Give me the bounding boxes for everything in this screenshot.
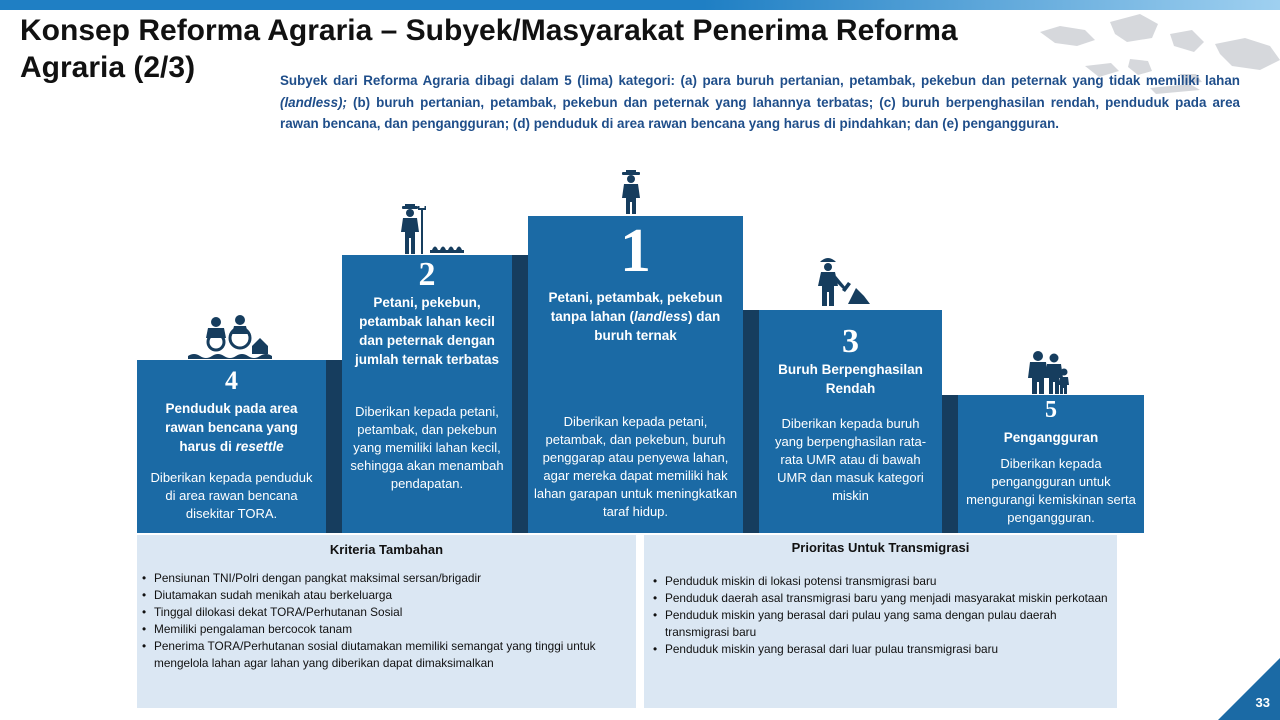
- podium-1-name-italic: landless: [633, 309, 689, 324]
- intro-paragraph: [280, 70, 1240, 135]
- podium-2-description: Diberikan kepada petani, petambak, dan pekebun yang memiliki lahan kecil, sehingga akan menambah pendapatan.: [350, 404, 504, 491]
- corner-accent: [1218, 658, 1280, 720]
- podium-2-number: 2: [418, 256, 436, 293]
- prioritas-transmigrasi-box: [644, 535, 1117, 708]
- list-item: • Penduduk miskin yang berasal dari luar pulau transmigrasi baru: [652, 641, 1112, 658]
- podium-1-name-text-a: Petani, petambak, pekebun tanpa lahan (: [548, 290, 723, 324]
- podium-2: [342, 255, 512, 533]
- podium-4: [137, 360, 326, 533]
- podium-4-description: Diberikan kepada penduduk di area rawan bencana disekitar TORA.: [150, 470, 313, 521]
- podium-1-name: [532, 288, 739, 345]
- podium-4-number: 4: [225, 366, 238, 395]
- farmer-with-pitchfork-icon: [392, 204, 464, 256]
- podium-3-name: Buruh Berpenghasilan Rendah: [778, 362, 923, 396]
- prioritas-transmigrasi-list: [652, 573, 1112, 658]
- podium-1-description: Diberikan kepada petani, petambak, dan pekebun, buruh penggarap atau penyewa lahan, agar mereka dapat memiliki hak lahan garapan untuk meningkatkan taraf hidup.: [533, 414, 738, 519]
- list-item: • Diutamakan sudah menikah atau berkeluarga: [141, 587, 631, 604]
- list-item: • Penduduk daerah asal transmigrasi baru yang menjadi masyarakat miskin perkotaan: [652, 590, 1112, 607]
- prioritas-transmigrasi-title: Prioritas Untuk Transmigrasi: [791, 540, 970, 555]
- podium-1-number: 1: [620, 217, 651, 285]
- podium-5-name: Pengangguran: [1003, 430, 1099, 445]
- flood-victims-icon: [184, 312, 280, 360]
- podium-shadow: [512, 255, 528, 533]
- podium-4-name-text: Penduduk pada area rawan bencana yang harus di: [165, 401, 298, 454]
- podium-3-description: Diberikan kepada buruh yang berpenghasilan rata-rata UMR atau di bawah UMR dan masuk kategori miskin: [774, 416, 927, 503]
- unemployed-family-icon: [1024, 350, 1072, 396]
- farmer-icon: [616, 170, 646, 216]
- kriteria-tambahan-list: [141, 570, 631, 672]
- laborer-icon: [812, 256, 872, 308]
- podium-3: [759, 310, 942, 533]
- podium-shadow: [743, 310, 759, 533]
- intro-landless: (landless);: [280, 94, 347, 110]
- intro-text-a: Subyek dari Reforma Agraria dibagi dalam 5 (lima) kategori: (a) para buruh pertanian, petambak, pekebun dan peternak yang tidak memiliki lahan: [280, 73, 1240, 88]
- list-item: • Pensiunan TNI/Polri dengan pangkat maksimal sersan/brigadir: [141, 570, 631, 587]
- intro-text-b: (b) buruh pertanian, petambak, pekebun dan peternak yang lahannya terbatas; (c) buruh berpenghasilan rendah, penduduk pada area rawan bencana, dan pengangguran; (d) penduduk di area rawan bencana yang harus di pindahkan; dan (e) pengangguran.: [280, 94, 1240, 131]
- page-title-line-2: Agraria (2/3): [20, 51, 196, 84]
- page-number: 33: [1255, 695, 1270, 710]
- podium-2-name: Petani, pekebun, petambak lahan kecil dan peternak dengan jumlah ternak terbatas: [354, 295, 500, 367]
- page-title-line-1: Konsep Reforma Agraria – Subyek/Masyarakat Penerima Reforma: [20, 14, 958, 47]
- list-item: • Tinggal dilokasi dekat TORA/Perhutanan Sosial: [141, 604, 631, 621]
- podium-3-number: 3: [842, 323, 859, 360]
- list-item: • Penerima TORA/Perhutanan sosial diutamakan memiliki semangat yang tinggi untuk mengelola lahan agar lahan yang diberikan dapat dimaksimalkan: [141, 638, 631, 672]
- podium-shadow: [942, 395, 958, 533]
- podium-4-name-italic: resettle: [235, 439, 284, 454]
- podium-5-description: Diberikan kepada pengangguran untuk mengurangi kemiskinan serta pengangguran.: [966, 456, 1136, 525]
- podium-5-number: 5: [1045, 397, 1057, 423]
- podium-5: [958, 395, 1144, 533]
- podium-1-name-text-b: ) dan buruh ternak: [594, 309, 721, 343]
- kriteria-tambahan-box: [137, 535, 636, 708]
- podium-1: [528, 216, 743, 533]
- podium-4-name: [145, 399, 318, 456]
- list-item: • Penduduk miskin di lokasi potensi transmigrasi baru: [652, 573, 1112, 590]
- list-item: • Penduduk miskin yang berasal dari pulau yang sama dengan pulau daerah transmigrasi baru: [652, 607, 1112, 641]
- kriteria-tambahan-title: Kriteria Tambahan: [329, 542, 444, 557]
- podium-shadow: [326, 360, 342, 533]
- list-item: • Memiliki pengalaman bercocok tanam: [141, 621, 631, 638]
